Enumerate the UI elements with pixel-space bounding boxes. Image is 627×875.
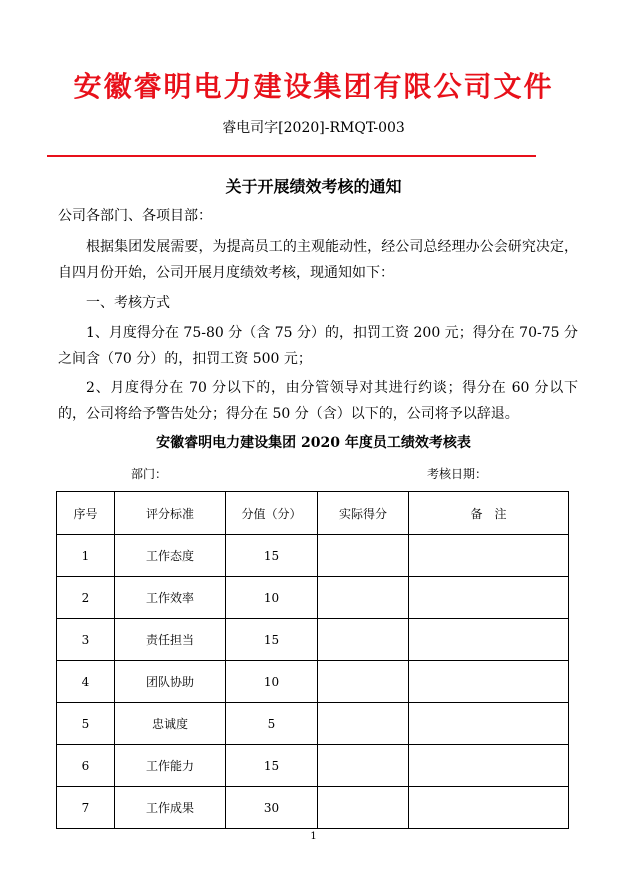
row-criterion: 工作态度 xyxy=(115,535,226,577)
salutation: 公司各部门、各项目部： xyxy=(58,208,212,224)
row-number: 5 xyxy=(57,703,115,745)
header-cell-criterion: 评分标准 xyxy=(115,492,226,535)
table-row xyxy=(57,745,569,787)
row-actual-score-cell[interactable] xyxy=(318,619,409,661)
row-score: 15 xyxy=(226,619,318,661)
row-number: 1 xyxy=(57,535,115,577)
table-header-row xyxy=(57,492,569,535)
row-remarks-cell[interactable] xyxy=(409,745,569,787)
row-number: 4 xyxy=(57,661,115,703)
row-score: 30 xyxy=(226,787,318,829)
row-score: 10 xyxy=(226,577,318,619)
row-remarks-cell[interactable] xyxy=(409,619,569,661)
table-row xyxy=(57,661,569,703)
row-remarks-cell[interactable] xyxy=(409,577,569,619)
rule-item-2: 2、月度得分在 70 分以下的，由分管领导对其进行约谈；得分在 60 分以下的，公司将给予警告处分；得分在 50 分（含）以下的，公司将予以辞退。 xyxy=(58,380,578,422)
row-criterion: 工作能力 xyxy=(115,745,226,787)
row-score: 10 xyxy=(226,661,318,703)
section-heading: 一、考核方式 xyxy=(86,295,170,311)
review-date-label: 考核日期： xyxy=(427,467,488,481)
header-cell-actual: 实际得分 xyxy=(318,492,409,535)
row-remarks-cell[interactable] xyxy=(409,661,569,703)
row-actual-score-cell[interactable] xyxy=(318,661,409,703)
row-number: 3 xyxy=(57,619,115,661)
row-actual-score-cell[interactable] xyxy=(318,577,409,619)
row-actual-score-cell[interactable] xyxy=(318,535,409,577)
department-label: 部门： xyxy=(131,467,168,481)
page-number: 1 xyxy=(310,831,317,842)
table-row xyxy=(57,787,569,829)
table-row xyxy=(57,703,569,745)
row-criterion: 团队协助 xyxy=(115,661,226,703)
row-criterion: 工作成果 xyxy=(115,787,226,829)
intro-paragraph: 根据集团发展需要，为提高员工的主观能动性，经公司总经理办公会研究决定，自四月份开始，公司开展月度绩效考核，现通知如下： xyxy=(58,239,578,281)
evaluation-table xyxy=(56,491,569,829)
header-divider xyxy=(47,155,536,157)
rule-item-1: 1、月度得分在 75-80 分（含 75 分）的，扣罚工资 200 元；得分在 70-75 分之间含（70 分）的，扣罚工资 500 元； xyxy=(58,325,578,367)
header-cell-no: 序号 xyxy=(57,492,115,535)
row-remarks-cell[interactable] xyxy=(409,787,569,829)
row-criterion: 工作效率 xyxy=(115,577,226,619)
row-actual-score-cell[interactable] xyxy=(318,787,409,829)
row-number: 7 xyxy=(57,787,115,829)
row-number: 2 xyxy=(57,577,115,619)
row-actual-score-cell[interactable] xyxy=(318,703,409,745)
table-row xyxy=(57,619,569,661)
table-row xyxy=(57,577,569,619)
header-cell-remarks: 备 注 xyxy=(409,492,569,535)
row-score: 5 xyxy=(226,703,318,745)
document-header-title: 安徽睿明电力建设集团有限公司文件 xyxy=(73,70,554,103)
row-remarks-cell[interactable] xyxy=(409,535,569,577)
row-remarks-cell[interactable] xyxy=(409,703,569,745)
header-cell-score: 分值（分） xyxy=(226,492,318,535)
notice-title: 关于开展绩效考核的通知 xyxy=(225,177,402,196)
row-criterion: 责任担当 xyxy=(115,619,226,661)
row-score: 15 xyxy=(226,745,318,787)
document-number: 睿电司字[2020]-RMQT-003 xyxy=(222,120,405,136)
row-criterion: 忠诚度 xyxy=(115,703,226,745)
row-actual-score-cell[interactable] xyxy=(318,745,409,787)
table-row xyxy=(57,535,569,577)
row-number: 6 xyxy=(57,745,115,787)
table-title: 安徽睿明电力建设集团 2020 年度员工绩效考核表 xyxy=(156,435,471,451)
row-score: 15 xyxy=(226,535,318,577)
